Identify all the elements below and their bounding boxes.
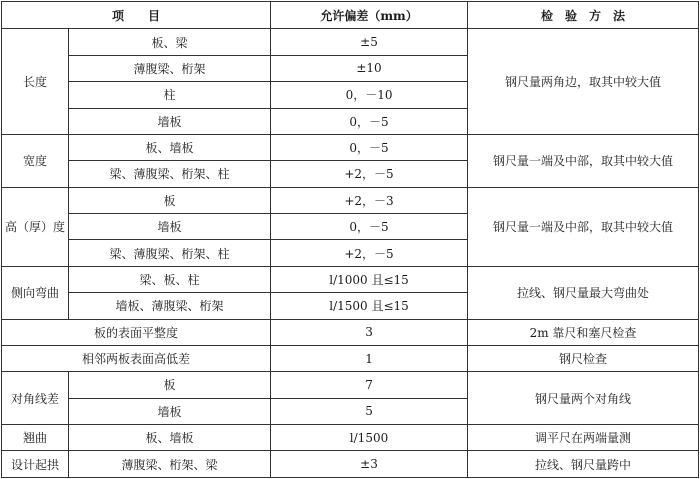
- item-cell: 墙板: [69, 108, 271, 134]
- table-row: [2, 345, 699, 371]
- tolerance-cell: 7: [271, 372, 468, 398]
- method-cell: 2m 靠尺和塞尺检查: [468, 319, 699, 345]
- group-label-camber: 设计起拱: [2, 451, 69, 478]
- header-item: 项 目: [2, 2, 271, 29]
- method-cell: 钢尺量两个对角线: [468, 372, 699, 425]
- method-cell: 拉线、钢尺量跨中: [468, 451, 699, 478]
- tolerance-cell: 5: [271, 398, 468, 424]
- item-cell: 薄腹梁、桁架、梁: [69, 451, 271, 478]
- method-cell: 钢尺量一端及中部，取其中较大值: [468, 187, 699, 266]
- table-row: [2, 425, 699, 451]
- method-cell: 钢尺量两角边，取其中较大值: [468, 29, 699, 135]
- tolerance-cell: 1: [271, 345, 468, 371]
- item-cell: 板、墙板: [69, 425, 271, 451]
- tolerance-cell: +2，－3: [271, 187, 468, 213]
- item-cell: 墙板: [69, 398, 271, 424]
- group-label-width: 宽度: [2, 134, 69, 187]
- item-cell: 梁、板、柱: [69, 266, 271, 292]
- table-row: [2, 266, 699, 292]
- item-cell: 板: [69, 372, 271, 398]
- tolerance-cell: ±5: [271, 29, 468, 55]
- tolerance-cell: 0，－5: [271, 134, 468, 160]
- item-cell: 板、墙板: [69, 134, 271, 160]
- group-label-height: 高（厚）度: [2, 187, 69, 266]
- tolerance-cell: 0，－5: [271, 108, 468, 134]
- method-cell: 钢尺检查: [468, 345, 699, 371]
- item-cell: 墙板: [69, 214, 271, 240]
- item-cell: 板、梁: [69, 29, 271, 55]
- group-label-flatness: 板的表面平整度: [2, 319, 271, 345]
- tolerance-cell: 0，－5: [271, 214, 468, 240]
- table-row: [2, 29, 699, 55]
- item-cell: 板: [69, 187, 271, 213]
- item-cell: 柱: [69, 82, 271, 108]
- group-label-adjacent: 相邻两板表面高低差: [2, 345, 271, 371]
- group-label-warp: 翘曲: [2, 425, 69, 451]
- tolerance-cell: +2，－5: [271, 161, 468, 187]
- item-cell: 梁、薄腹梁、桁架、柱: [69, 161, 271, 187]
- item-cell: 薄腹梁、桁架: [69, 55, 271, 81]
- header-tolerance: 允许偏差（mm）: [271, 2, 468, 29]
- group-label-diagonal: 对角线差: [2, 372, 69, 425]
- group-label-length: 长度: [2, 29, 69, 135]
- tolerance-cell: 3: [271, 319, 468, 345]
- tolerance-cell: ±3: [271, 451, 468, 478]
- group-label-lateral: 侧向弯曲: [2, 266, 69, 319]
- table-row: [2, 187, 699, 213]
- item-cell: 梁、薄腹梁、桁架、柱: [69, 240, 271, 266]
- item-cell: 墙板、薄腹梁、桁架: [69, 293, 271, 319]
- tolerance-cell: l/1000 且≤15: [271, 266, 468, 292]
- table-row: [2, 134, 699, 160]
- table-row: [2, 451, 699, 478]
- method-cell: 调平尺在两端量测: [468, 425, 699, 451]
- method-cell: 拉线、钢尺量最大弯曲处: [468, 266, 699, 319]
- table-row: [2, 372, 699, 398]
- tolerance-cell: +2，－5: [271, 240, 468, 266]
- tolerance-cell: 0，－10: [271, 82, 468, 108]
- method-cell: 钢尺量一端及中部，取其中较大值: [468, 134, 699, 187]
- tolerance-cell: ±10: [271, 55, 468, 81]
- header-method: 检 验 方 法: [468, 2, 699, 29]
- tolerance-table: [1, 1, 699, 478]
- header-row: [2, 2, 699, 29]
- tolerance-cell: l/1500 且≤15: [271, 293, 468, 319]
- table-row: [2, 319, 699, 345]
- tolerance-cell: l/1500: [271, 425, 468, 451]
